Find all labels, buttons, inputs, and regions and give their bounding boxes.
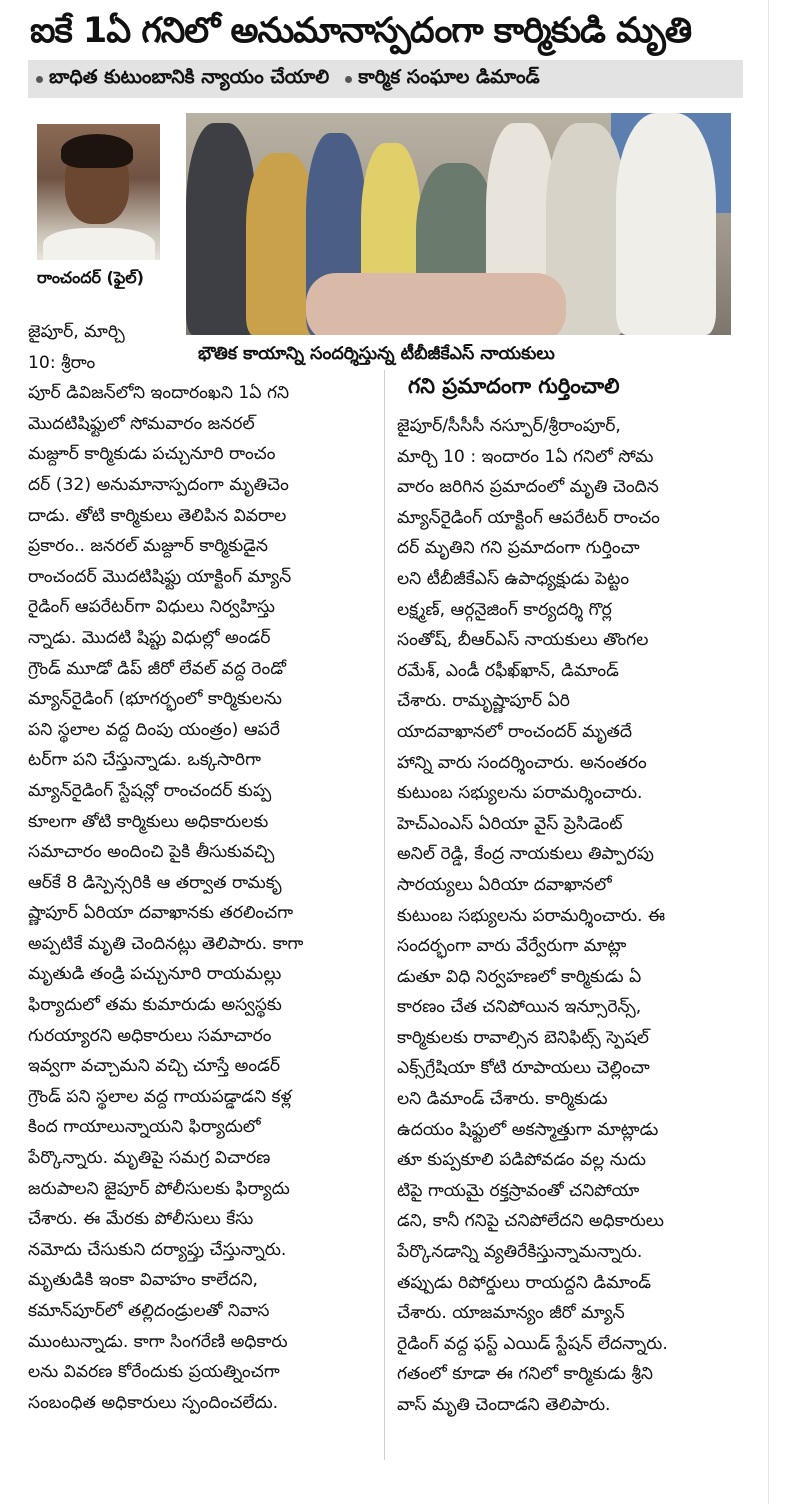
text-line: రాంచందర్ మొదటిషిఫ్టు యాక్టింగ్ మ్యాన్ [28, 566, 292, 587]
text-line: మొదటిషిఫ్టులో సోమవారం జనరల్ [28, 413, 255, 434]
text-line: పేర్కొనడాన్ని వ్యతిరేకిస్తున్నామన్నారు. [397, 1242, 643, 1263]
text-line: జైపూర్/సీసీసీ నస్పూర్/శ్రీరాంపూర్, [397, 416, 621, 436]
text-line: కమాన్‌పూర్‌లో తల్లిదండ్రులతో నివాస [28, 1301, 270, 1321]
text-line: మృతుడి తండ్రి పచ్చునూరి రాయమల్లు [28, 964, 282, 985]
text-line: సంబంధిత అధికారులు స్పందించలేదు. [28, 1392, 279, 1413]
text-line: డని, కానీ గనిపై చనిపోలేదని అధికారులు [397, 1211, 664, 1232]
text-line: ఆర్‌కే 8 డిస్పెన్సరికి ఆ తర్వాత రామకృ [28, 872, 282, 893]
portrait-caption: రాంచందర్ (ఫైల్) [37, 268, 144, 287]
text-line: మృతుడికి ఇంకా వివాహం కాలేదని, [28, 1270, 258, 1291]
text-line: ఫిర్యాదులో తమ కుమారుడు అస్వస్థకు [28, 995, 282, 1016]
text-line: ఎక్స్‌గ్రేషియా కోటి రూపాయలు చెల్లించా [397, 1058, 650, 1079]
text-line: వాస్ మృతి చెందాడని తెలిపారు. [397, 1395, 611, 1415]
text-line: లక్ష్మణ్, ఆర్గనైజింగ్ కార్యదర్శి గొర్ల [397, 599, 612, 620]
text-line: జరుపాలని జైపూర్ పోలీసులకు ఫిర్యాదు [28, 1178, 290, 1199]
text-line: సారయ్యలు ఏరియా దవాఖానలో [397, 874, 612, 895]
text-line: న్నాడు. మొదటి షిప్టు విధుల్లో అండర్ [28, 627, 271, 648]
text-line: ఉదయం షిఫ్టులో అకస్మాత్తుగా మాట్లాడు [397, 1119, 659, 1140]
dateline-line: 10: శ్రీరాం [28, 352, 96, 373]
text-line: యాదవాఖానలో రాంచందర్ మృతదే [397, 721, 633, 742]
left-article-column [28, 317, 360, 1418]
text-line: సమాచారం అందించి పైకి తీసుకువచ్చి [28, 842, 275, 863]
text-line: దాడు. తోటి కార్మికులు తెలిపిన వివరాల [28, 505, 287, 526]
text-line: లని డిమాండ్ చేశారు. కార్మికుడు [397, 1089, 608, 1110]
dateline-line: జైపూర్, మార్చి [28, 322, 125, 342]
text-line: రైడింగ్ ఆపరేటర్‌గా విధులు నిర్వహిస్తు [28, 597, 275, 618]
text-line: చేశారు. రామృష్ణాపూర్ ఏరి [397, 691, 571, 712]
sub-bullet-text: బాధిత కుటుంబానికి న్యాయం చేయాలి [49, 65, 330, 88]
bullet-dot-icon [345, 76, 352, 83]
text-line: కుటుంబ సభ్యులను పరామర్శించారు. ఈ [397, 905, 666, 926]
text-line: మ్యాన్‌రైడింగ్ యాక్టింగ్ ఆపరేటర్ రాంచం [397, 507, 660, 528]
text-line: వారం జరిగిన ప్రమాదంలో మృతి చెందిన [397, 477, 659, 498]
bullet-dot-icon [36, 76, 43, 83]
text-line: మజ్దూర్ కార్మికుడు పచ్చునూరి రాంచం [28, 444, 276, 465]
text-line: హాన్ని వారు సందర్శించారు. అనంతరం [397, 752, 647, 773]
text-line: కూలగా తోటి కార్మికులు అధికారులకు [28, 811, 269, 832]
text-line: ష్ణాపూర్ ఏరియా దవాఖానకు తరలించగా [28, 903, 294, 924]
text-line: డుతూ విధి నిర్వహణలో కార్మికుడు ఏ [397, 966, 642, 987]
sub-bullet [345, 66, 540, 93]
right-article-heading: గని ప్రమాదంగా గుర్తించాలి [408, 374, 620, 398]
headline: ఐకే 1ఏ గనిలో అనుమానాస్పదంగా కార్మికుడి మృతి [30, 11, 692, 51]
text-line: కార్మికులకు రావాల్సిన బెనిఫిట్స్ స్పెషల్ [397, 1027, 649, 1048]
text-line: మ్యాన్‌రైడింగ్ స్టేషన్లో రాంచందర్ కుప్ప [28, 780, 272, 801]
text-line: ప్రకారం.. జనరల్ మజ్దూర్ కార్మికుడైన [28, 536, 268, 557]
text-line: ముంటున్నాడు. కాగా సింగరేణి అధికారు [28, 1331, 288, 1352]
text-line: రమేశ్, ఎండీ రఫీఖ్‌ఖాన్, డిమాండ్ [397, 660, 619, 681]
portrait-photo [37, 124, 160, 260]
text-line: గురయ్యారని అధికారులు సమాచారం [28, 1025, 272, 1046]
subheadline-bar [28, 60, 743, 98]
text-line: అనిల్ రెడ్డి, కేంద్ర నాయకులు తిప్పారపు [397, 844, 654, 865]
text-line: కింద గాయాలున్నాయని ఫిర్యాదులో [28, 1117, 261, 1138]
text-line: మ్యాన్‌రైడింగ్ (భూగర్భంలో కార్మికులను [28, 689, 282, 710]
text-line: లని టీబీజీకేఎస్ ఉపాధ్యక్షుడు పెట్టం [397, 568, 630, 589]
sub-bullet [36, 66, 329, 93]
text-line: లను వివరణ కోరేందుకు ప్రయత్నించగా [28, 1362, 280, 1383]
text-line: పూర్ డివిజన్‌లోని ఇందారంఖని 1ఏ గని [28, 383, 290, 404]
text-line: టర్‌గా పని చేస్తున్నాడు. ఒక్కసారిగా [28, 750, 261, 771]
text-line: టిపై గాయమై రక్తస్రావంతో చనిపోయా [397, 1180, 640, 1201]
text-line: దర్ (32) అనుమానాస్పదంగా మృతిచెం [28, 474, 289, 495]
text-line: ఇవ్వగా వచ్చామని వచ్చి చూస్తే అండర్ [28, 1056, 281, 1077]
right-article-column [397, 411, 742, 1421]
text-line: గతంలో కూడా ఈ గనిలో కార్మికుడు శ్రీని [397, 1364, 653, 1385]
text-line: సందర్భంగా వారు వేర్వేరుగా మాట్లా [397, 936, 627, 957]
text-line: హెచ్‌ఎంఎస్ ఏరియా వైస్ ప్రెసిడెంట్ [397, 813, 623, 834]
text-line: నమోదు చేసుకుని దర్యాప్తు చేస్తున్నారు. [28, 1239, 287, 1260]
text-line: పని స్థలాల వద్ద దింపు యంత్రం) ఆపరే [28, 719, 280, 740]
column-divider [384, 370, 385, 1460]
text-line: చేశారు. ఈ మేరకు పోలీసులు కేసు [28, 1209, 254, 1230]
photo-caption: భౌతిక కాయాన్ని సందర్శిస్తున్న టీబీజీకేఎస్ నాయకులు [198, 344, 555, 364]
sub-bullet-text: కార్మిక సంఘాల డిమాండ్ [358, 65, 540, 88]
text-line: దర్ మృతిని గని ప్రమాదంగా గుర్తించా [397, 538, 640, 559]
text-line: పేర్కొన్నారు. మృతిపై సమగ్ర విచారణ [28, 1148, 271, 1169]
text-line: కారణం చేత చనిపోయిన ఇన్సూరెన్స్, [397, 997, 642, 1018]
news-photo [186, 113, 731, 335]
text-line: రైడింగ్ వద్ద ఫస్ట్ ఎయిడ్ స్టేషన్ లేదన్నారు. [397, 1333, 668, 1354]
text-line: చేశారు. యాజమాన్యం జీరో మ్యాన్ [397, 1303, 625, 1324]
text-line: అప్పటికే మృతి చెందినట్లు తెలిపారు. కాగా [28, 933, 304, 954]
text-line: కుటుంబ సభ్యులను పరామర్శించారు. [397, 783, 643, 804]
text-line: గ్రౌండ్ మూడో డిప్ జీరో లేవల్ వద్ద రెండో [28, 658, 286, 679]
text-line: తప్పుడు రిపోర్డులు రాయద్దని డిమాండ్ [397, 1272, 652, 1293]
text-line: మార్చి 10 : ఇందారం 1ఏ గనిలో సోమ [397, 446, 654, 467]
text-line: గ్రౌండ్ పని స్థలాల వద్ద గాయపడ్డాడని కళ్ల [28, 1086, 292, 1107]
text-line: సంతోష్, బీఆర్‌ఎస్ నాయకులు తొంగల [397, 630, 649, 651]
page-edge-divider [768, 0, 769, 1504]
text-line: తూ కుప్పకూలి పడిపోవడం వల్ల నుదు [397, 1150, 646, 1171]
